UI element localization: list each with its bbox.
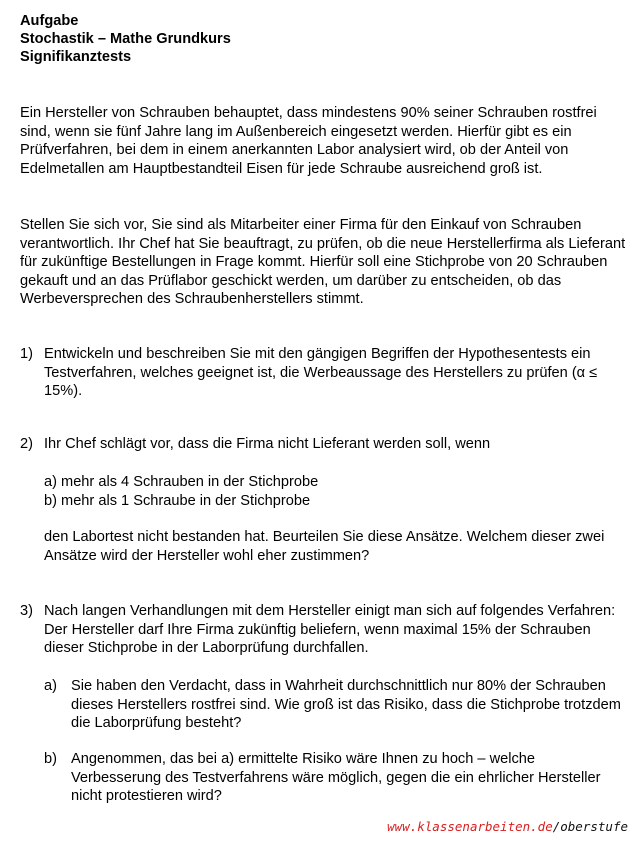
worksheet-header [20, 12, 231, 66]
intro-paragraph-2: Stellen Sie sich vor, Sie sind als Mitarbeiter einer Firma für den Einkauf von Schrauben verantwortlich. Ihr Chef hat Sie beauftragt, zu prüfen, ob die neue Herstellerfirma als Lieferant für zukünftige Bestellungen in Frage kommt. Hierfür soll eine Stichprobe von 20 Schrauben gekauft und an das Prüflabor geschickt werden, um darüber zu entscheiden, ob das Werbeversprechen des Schraubenherstellers stimmt. [20, 217, 626, 307]
footer-watermark [387, 819, 628, 834]
question-2-option-a: a) mehr als 4 Schrauben in der Stichprobe [44, 474, 319, 490]
question-2-number: 2) [20, 436, 33, 452]
footer-site-link[interactable]: www.klassenarbeiten.de [387, 819, 553, 834]
question-1-text: Entwickeln und beschreiben Sie mit den gängigen Begriffen der Hypothesentests ein Testverfahren, welches geeignet ist, die Werbeaussage des Herstellers zu prüfen (α ≤ 15%). [44, 346, 598, 399]
question-3-intro: Nach langen Verhandlungen mit dem Hersteller einigt man sich auf folgendes Verfahren: Der Hersteller darf Ihre Firma zukünftig beliefern, wenn maximal 15% der Schrauben dieser Stichprobe in der Laborprüfung durchfallen. [44, 603, 616, 656]
footer-path: /oberstufe [552, 819, 628, 834]
question-3a-label: a) [44, 678, 57, 694]
question-2-intro: Ihr Chef schlägt vor, dass die Firma nicht Lieferant werden soll, wenn [44, 436, 491, 452]
question-2-outro: den Labortest nicht bestanden hat. Beurteilen Sie diese Ansätze. Welchem dieser zwei Ansätze wird der Hersteller wohl eher zustimmen? [44, 529, 605, 564]
question-3a-text: Sie haben den Verdacht, dass in Wahrheit durchschnittlich nur 80% der Schrauben dieses Herstellers rostfrei sind. Wie groß ist das Risiko, dass die Stichprobe trotzdem die Laborprüfung besteht? [71, 678, 621, 731]
intro-paragraph-1: Ein Hersteller von Schrauben behauptet, dass mindestens 90% seiner Schrauben rostfrei sind, wenn sie fünf Jahre lang im Außenbereich eingesetzt werden. Hierfür gibt es ein Prüfverfahren, bei dem in einem anerkannten Labor analysiert wird, ob der Anteil von Edelmetallen am Hauptbestandteil Eisen für jede Schraube ausreichend groß ist. [20, 105, 597, 177]
header-subject: Stochastik – Mathe Grundkurs [20, 31, 231, 47]
question-3b-text: Angenommen, das bei a) ermittelte Risiko wäre Ihnen zu hoch – welche Verbesserung des Testverfahrens wäre möglich, gegen die ein ehrlicher Hersteller nicht protestieren wird? [71, 751, 601, 804]
header-task-label: Aufgabe [20, 13, 79, 29]
question-3b-label: b) [44, 751, 57, 767]
question-2-option-b: b) mehr als 1 Schraube in der Stichprobe [44, 493, 311, 509]
header-topic: Signifikanztests [20, 49, 132, 65]
question-3-number: 3) [20, 603, 33, 619]
question-1-number: 1) [20, 346, 33, 362]
